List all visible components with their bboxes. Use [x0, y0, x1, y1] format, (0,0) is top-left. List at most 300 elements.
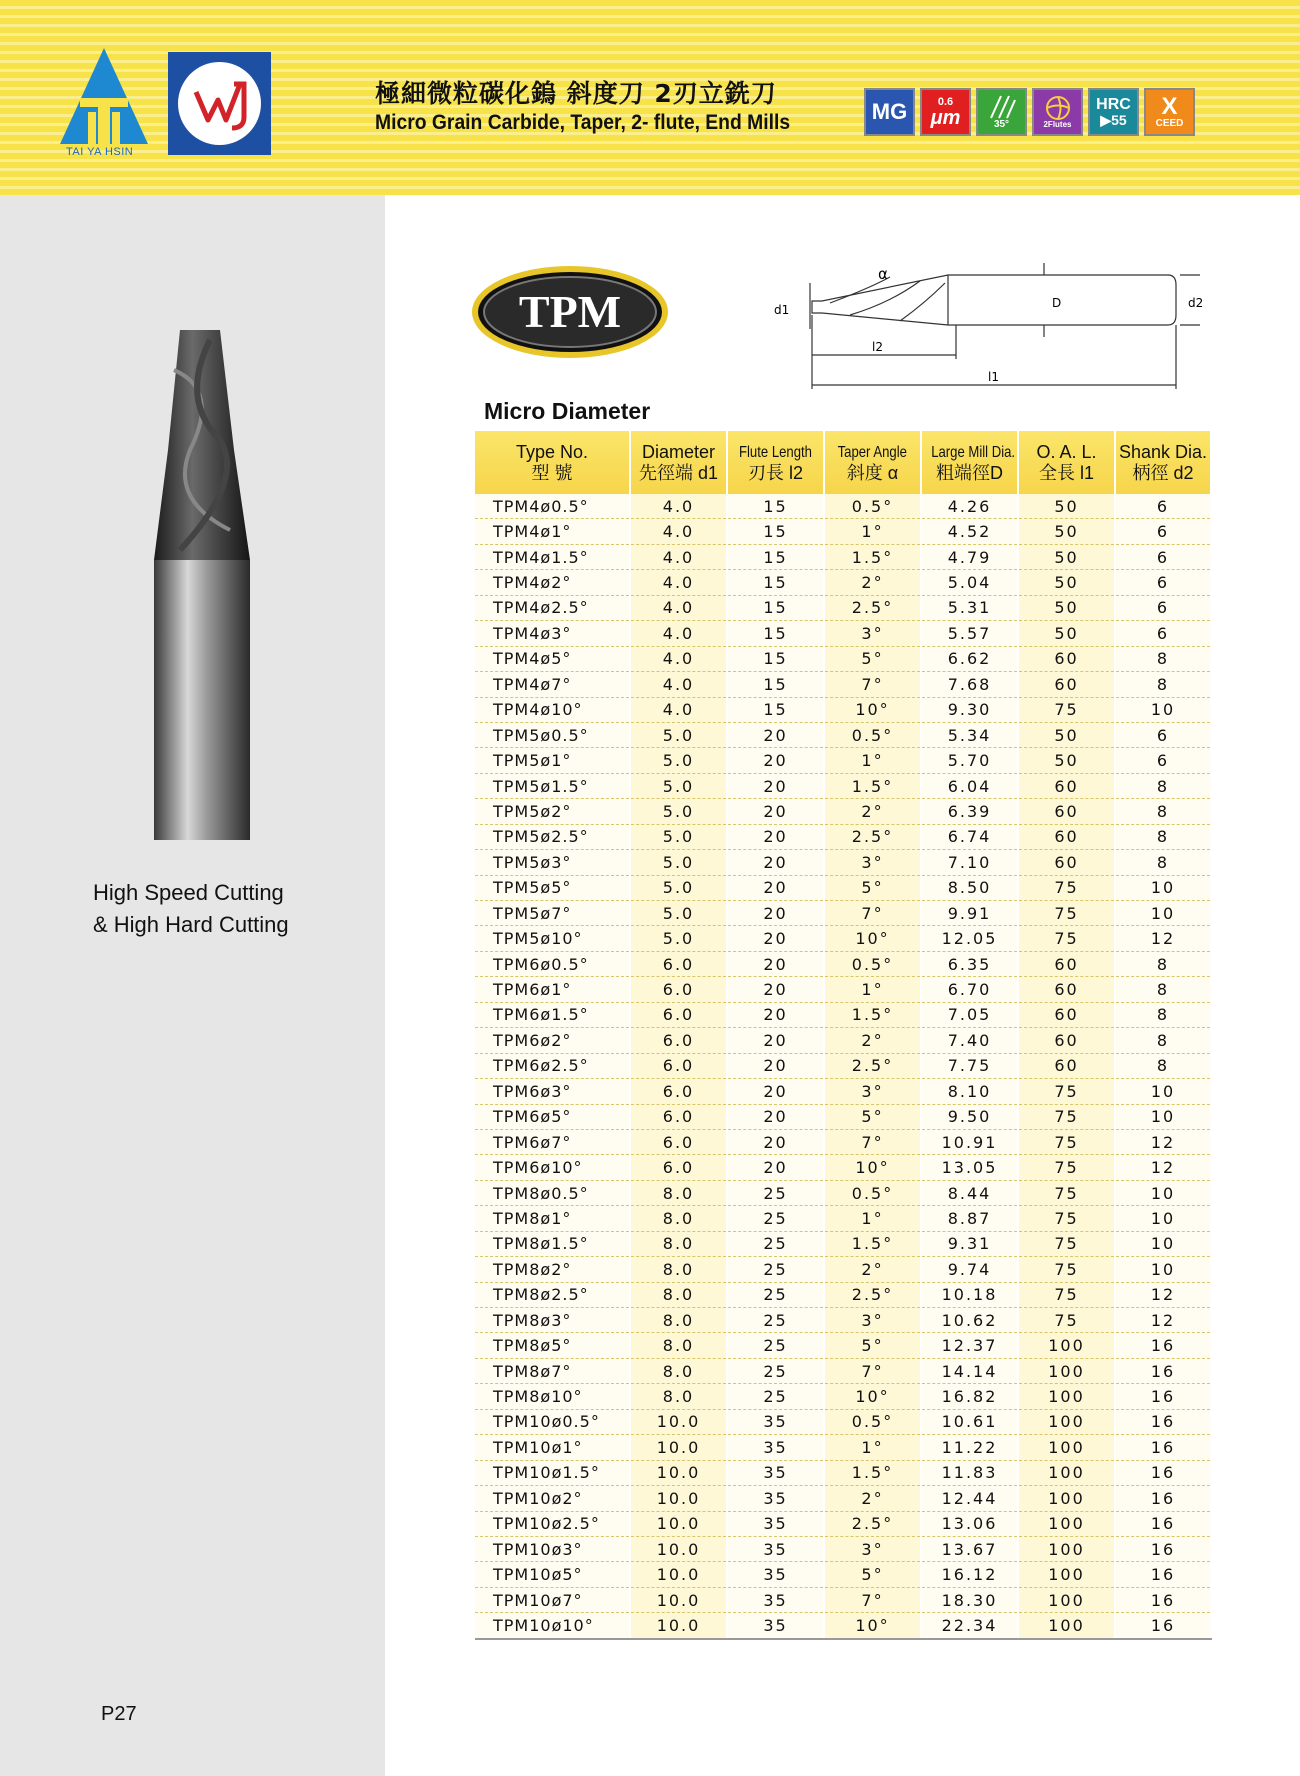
cell-taper-angle: 1.5° — [824, 1002, 921, 1027]
cell-oal: 60 — [1018, 1053, 1115, 1078]
cell-taper-angle: 2° — [824, 1028, 921, 1053]
cell-taper-angle: 1° — [824, 977, 921, 1002]
table-row — [475, 1536, 1211, 1561]
table-row — [475, 1231, 1211, 1256]
table-row — [475, 1333, 1211, 1358]
cell-flute-length: 20 — [727, 951, 824, 976]
cell-type-no: TPM10ø0.5° — [475, 1409, 630, 1434]
hrc-badge: HRC ▶55 — [1088, 88, 1139, 136]
tai-ya-hsin-logo — [58, 46, 150, 158]
table-row — [475, 1384, 1211, 1409]
cell-shank-dia: 10 — [1115, 875, 1211, 900]
cell-large-mill-dia: 9.74 — [921, 1257, 1018, 1282]
table-row — [475, 544, 1211, 569]
cell-taper-angle: 10° — [824, 926, 921, 951]
cell-large-mill-dia: 9.50 — [921, 1104, 1018, 1129]
cell-oal: 75 — [1018, 1155, 1115, 1180]
cell-oal: 100 — [1018, 1486, 1115, 1511]
cell-diameter: 4.0 — [630, 595, 727, 620]
table-row — [475, 1028, 1211, 1053]
cell-large-mill-dia: 13.67 — [921, 1536, 1018, 1561]
cell-type-no: TPM8ø2.5° — [475, 1282, 630, 1307]
cell-large-mill-dia: 9.91 — [921, 901, 1018, 926]
cell-shank-dia: 8 — [1115, 951, 1211, 976]
cell-diameter: 4.0 — [630, 672, 727, 697]
cell-type-no: TPM5ø0.5° — [475, 722, 630, 747]
cell-large-mill-dia: 16.82 — [921, 1384, 1018, 1409]
cell-shank-dia: 16 — [1115, 1511, 1211, 1536]
cell-shank-dia: 16 — [1115, 1587, 1211, 1612]
cell-shank-dia: 16 — [1115, 1435, 1211, 1460]
cell-large-mill-dia: 9.31 — [921, 1231, 1018, 1256]
cell-type-no: TPM6ø3° — [475, 1079, 630, 1104]
cell-taper-angle: 2° — [824, 799, 921, 824]
table-row — [475, 1613, 1211, 1639]
cell-diameter: 8.0 — [630, 1231, 727, 1256]
cell-oal: 100 — [1018, 1613, 1115, 1639]
cell-flute-length: 20 — [727, 1053, 824, 1078]
header-zh: 粗端徑D — [936, 463, 1003, 483]
cell-large-mill-dia: 5.04 — [921, 570, 1018, 595]
cell-taper-angle: 1° — [824, 519, 921, 544]
cell-type-no: TPM10ø7° — [475, 1587, 630, 1612]
cell-oal: 50 — [1018, 722, 1115, 747]
cell-shank-dia: 8 — [1115, 1053, 1211, 1078]
cell-shank-dia: 10 — [1115, 1180, 1211, 1205]
cell-flute-length: 25 — [727, 1206, 824, 1231]
cell-large-mill-dia: 8.50 — [921, 875, 1018, 900]
cell-large-mill-dia: 13.06 — [921, 1511, 1018, 1536]
cell-large-mill-dia: 10.61 — [921, 1409, 1018, 1434]
table-row — [475, 1409, 1211, 1434]
cell-flute-length: 20 — [727, 875, 824, 900]
cell-flute-length: 25 — [727, 1384, 824, 1409]
cell-large-mill-dia: 14.14 — [921, 1358, 1018, 1383]
cell-oal: 75 — [1018, 1104, 1115, 1129]
cell-taper-angle: 2.5° — [824, 595, 921, 620]
cell-oal: 75 — [1018, 1308, 1115, 1333]
cell-shank-dia: 6 — [1115, 519, 1211, 544]
cell-type-no: TPM5ø1° — [475, 748, 630, 773]
feature-badges — [864, 88, 1195, 136]
cell-diameter: 10.0 — [630, 1536, 727, 1561]
cell-taper-angle: 1.5° — [824, 1460, 921, 1485]
cell-type-no: TPM4ø10° — [475, 697, 630, 722]
cell-taper-angle: 0.5° — [824, 1409, 921, 1434]
cell-taper-angle: 2.5° — [824, 1282, 921, 1307]
cell-type-no: TPM6ø1° — [475, 977, 630, 1002]
cell-type-no: TPM4ø1° — [475, 519, 630, 544]
cell-shank-dia: 6 — [1115, 595, 1211, 620]
svg-text:d1: d1 — [774, 303, 790, 317]
cell-diameter: 8.0 — [630, 1333, 727, 1358]
cell-diameter: 10.0 — [630, 1587, 727, 1612]
cell-flute-length: 35 — [727, 1460, 824, 1485]
column-header-type-no — [475, 431, 630, 494]
cell-flute-length: 15 — [727, 570, 824, 595]
cell-type-no: TPM5ø3° — [475, 850, 630, 875]
cell-oal: 75 — [1018, 1282, 1115, 1307]
column-header-flute-length — [727, 431, 824, 494]
cell-oal: 100 — [1018, 1562, 1115, 1587]
title-chinese: 極細微粒碳化鎢 斜度刀 2刃立銑刀 — [375, 79, 777, 108]
table-row — [475, 824, 1211, 849]
cell-type-no: TPM4ø2.5° — [475, 595, 630, 620]
cell-large-mill-dia: 7.68 — [921, 672, 1018, 697]
cell-type-no: TPM4ø0.5° — [475, 494, 630, 519]
cell-large-mill-dia: 5.70 — [921, 748, 1018, 773]
cell-flute-length: 20 — [727, 722, 824, 747]
table-row — [475, 595, 1211, 620]
cell-shank-dia: 16 — [1115, 1562, 1211, 1587]
cell-shank-dia: 8 — [1115, 799, 1211, 824]
cell-large-mill-dia: 11.83 — [921, 1460, 1018, 1485]
cell-oal: 60 — [1018, 824, 1115, 849]
cell-large-mill-dia: 11.22 — [921, 1435, 1018, 1460]
cell-large-mill-dia: 5.31 — [921, 595, 1018, 620]
cell-shank-dia: 8 — [1115, 977, 1211, 1002]
cell-oal: 60 — [1018, 672, 1115, 697]
cell-flute-length: 15 — [727, 595, 824, 620]
header-en: Diameter — [641, 441, 716, 462]
cell-large-mill-dia: 10.91 — [921, 1129, 1018, 1154]
cell-large-mill-dia: 9.30 — [921, 697, 1018, 722]
cell-type-no: TPM4ø5° — [475, 646, 630, 671]
cell-large-mill-dia: 4.26 — [921, 494, 1018, 519]
cell-taper-angle: 1.5° — [824, 1231, 921, 1256]
svg-text:TPM: TPM — [518, 286, 622, 337]
cell-flute-length: 15 — [727, 621, 824, 646]
cell-type-no: TPM8ø10° — [475, 1384, 630, 1409]
cell-diameter: 6.0 — [630, 1053, 727, 1078]
cell-flute-length: 20 — [727, 1129, 824, 1154]
cell-flute-length: 20 — [727, 1155, 824, 1180]
cell-oal: 50 — [1018, 748, 1115, 773]
cell-large-mill-dia: 5.34 — [921, 722, 1018, 747]
cell-oal: 100 — [1018, 1358, 1115, 1383]
table-row — [475, 1587, 1211, 1612]
cell-diameter: 4.0 — [630, 621, 727, 646]
cell-taper-angle: 0.5° — [824, 1180, 921, 1205]
cell-oal: 100 — [1018, 1333, 1115, 1358]
cell-oal: 75 — [1018, 697, 1115, 722]
cell-flute-length: 35 — [727, 1409, 824, 1434]
cell-oal: 60 — [1018, 773, 1115, 798]
cell-flute-length: 20 — [727, 1104, 824, 1129]
cell-flute-length: 20 — [727, 901, 824, 926]
cell-large-mill-dia: 12.44 — [921, 1486, 1018, 1511]
header-en: Taper Angle — [837, 444, 908, 461]
cell-flute-length: 35 — [727, 1536, 824, 1561]
cell-oal: 60 — [1018, 850, 1115, 875]
cell-flute-length: 15 — [727, 494, 824, 519]
cell-diameter: 10.0 — [630, 1613, 727, 1639]
cell-flute-length: 15 — [727, 519, 824, 544]
cell-diameter: 10.0 — [630, 1486, 727, 1511]
cell-oal: 50 — [1018, 621, 1115, 646]
cell-oal: 75 — [1018, 901, 1115, 926]
cell-type-no: TPM4ø3° — [475, 621, 630, 646]
spec-table — [475, 431, 1212, 1640]
cell-taper-angle: 0.5° — [824, 722, 921, 747]
cell-taper-angle: 0.5° — [824, 951, 921, 976]
cell-diameter: 10.0 — [630, 1460, 727, 1485]
cell-large-mill-dia: 7.75 — [921, 1053, 1018, 1078]
table-row — [475, 1257, 1211, 1282]
dimension-diagram — [760, 263, 1208, 393]
cell-shank-dia: 10 — [1115, 1257, 1211, 1282]
cell-shank-dia: 10 — [1115, 697, 1211, 722]
cell-flute-length: 35 — [727, 1613, 824, 1639]
cell-taper-angle: 5° — [824, 1104, 921, 1129]
cell-shank-dia: 16 — [1115, 1333, 1211, 1358]
cell-flute-length: 15 — [727, 544, 824, 569]
cell-type-no: TPM6ø1.5° — [475, 1002, 630, 1027]
cell-oal: 60 — [1018, 1028, 1115, 1053]
cell-type-no: TPM4ø1.5° — [475, 544, 630, 569]
cell-taper-angle: 2° — [824, 570, 921, 595]
cell-oal: 60 — [1018, 1002, 1115, 1027]
tpm-logo — [470, 263, 670, 361]
cell-large-mill-dia: 8.44 — [921, 1180, 1018, 1205]
cell-large-mill-dia: 6.74 — [921, 824, 1018, 849]
cell-flute-length: 20 — [727, 824, 824, 849]
cell-large-mill-dia: 16.12 — [921, 1562, 1018, 1587]
micron-badge: 0.6 μm — [920, 88, 971, 136]
column-header-diameter — [630, 431, 727, 494]
table-row — [475, 646, 1211, 671]
cell-large-mill-dia: 4.79 — [921, 544, 1018, 569]
cell-diameter: 8.0 — [630, 1206, 727, 1231]
table-row — [475, 1308, 1211, 1333]
table-row — [475, 722, 1211, 747]
page-number: P27 — [101, 1703, 137, 1725]
caption-line-2: & High Hard Cutting — [93, 912, 289, 937]
cell-type-no: TPM5ø10° — [475, 926, 630, 951]
cell-shank-dia: 6 — [1115, 621, 1211, 646]
cell-flute-length: 20 — [727, 926, 824, 951]
cell-oal: 50 — [1018, 595, 1115, 620]
cell-shank-dia: 12 — [1115, 1282, 1211, 1307]
cell-shank-dia: 8 — [1115, 773, 1211, 798]
cell-oal: 75 — [1018, 1129, 1115, 1154]
cell-shank-dia: 10 — [1115, 1079, 1211, 1104]
cell-type-no: TPM4ø2° — [475, 570, 630, 595]
cell-flute-length: 20 — [727, 799, 824, 824]
cell-type-no: TPM6ø0.5° — [475, 951, 630, 976]
cell-flute-length: 20 — [727, 773, 824, 798]
cell-diameter: 5.0 — [630, 799, 727, 824]
cell-taper-angle: 1.5° — [824, 773, 921, 798]
cell-shank-dia: 16 — [1115, 1536, 1211, 1561]
svg-text:l1: l1 — [988, 370, 999, 384]
cell-taper-angle: 5° — [824, 875, 921, 900]
cell-diameter: 5.0 — [630, 748, 727, 773]
cell-diameter: 10.0 — [630, 1409, 727, 1434]
cell-large-mill-dia: 6.62 — [921, 646, 1018, 671]
cell-shank-dia: 8 — [1115, 1028, 1211, 1053]
cell-oal: 60 — [1018, 951, 1115, 976]
cell-large-mill-dia: 7.10 — [921, 850, 1018, 875]
cell-taper-angle: 1.5° — [824, 544, 921, 569]
cell-shank-dia: 10 — [1115, 1104, 1211, 1129]
cell-shank-dia: 8 — [1115, 1002, 1211, 1027]
table-row — [475, 1002, 1211, 1027]
cell-diameter: 6.0 — [630, 1129, 727, 1154]
cell-flute-length: 25 — [727, 1358, 824, 1383]
cell-large-mill-dia: 7.05 — [921, 1002, 1018, 1027]
cell-type-no: TPM10ø5° — [475, 1562, 630, 1587]
table-row — [475, 977, 1211, 1002]
table-row — [475, 926, 1211, 951]
table-row — [475, 1511, 1211, 1536]
cell-taper-angle: 5° — [824, 646, 921, 671]
header-zh: 型 號 — [531, 462, 573, 483]
cell-oal: 100 — [1018, 1435, 1115, 1460]
cell-oal: 75 — [1018, 1206, 1115, 1231]
cell-flute-length: 20 — [727, 1002, 824, 1027]
cell-diameter: 8.0 — [630, 1257, 727, 1282]
cell-flute-length: 25 — [727, 1308, 824, 1333]
flutes-badge: 2Flutes — [1032, 88, 1083, 136]
cell-taper-angle: 10° — [824, 1155, 921, 1180]
cell-oal: 50 — [1018, 544, 1115, 569]
cell-diameter: 4.0 — [630, 544, 727, 569]
cell-oal: 75 — [1018, 1231, 1115, 1256]
cell-type-no: TPM5ø2° — [475, 799, 630, 824]
cell-diameter: 4.0 — [630, 570, 727, 595]
cell-taper-angle: 10° — [824, 1384, 921, 1409]
table-row — [475, 875, 1211, 900]
table-row — [475, 799, 1211, 824]
table-row — [475, 773, 1211, 798]
cell-type-no: TPM6ø2° — [475, 1028, 630, 1053]
cell-oal: 100 — [1018, 1409, 1115, 1434]
table-row — [475, 570, 1211, 595]
cell-shank-dia: 10 — [1115, 1206, 1211, 1231]
table-row — [475, 1358, 1211, 1383]
cell-taper-angle: 10° — [824, 1613, 921, 1639]
header-en: Large Mill Dia. — [931, 444, 1016, 461]
cell-shank-dia: 10 — [1115, 901, 1211, 926]
cell-shank-dia: 6 — [1115, 748, 1211, 773]
cell-flute-length: 15 — [727, 646, 824, 671]
header-zh: 先徑端 d1 — [638, 462, 719, 483]
cell-diameter: 5.0 — [630, 875, 727, 900]
cell-flute-length: 35 — [727, 1562, 824, 1587]
cell-shank-dia: 16 — [1115, 1384, 1211, 1409]
cell-type-no: TPM5ø7° — [475, 901, 630, 926]
column-header-oal — [1018, 431, 1115, 494]
cell-flute-length: 15 — [727, 672, 824, 697]
table-row — [475, 901, 1211, 926]
cell-taper-angle: 2° — [824, 1486, 921, 1511]
cell-oal: 100 — [1018, 1384, 1115, 1409]
cell-diameter: 4.0 — [630, 494, 727, 519]
mg-badge: MG — [864, 88, 915, 136]
cell-large-mill-dia: 10.18 — [921, 1282, 1018, 1307]
cell-oal: 60 — [1018, 646, 1115, 671]
cell-taper-angle: 2.5° — [824, 824, 921, 849]
header-en: Shank Dia. — [1118, 441, 1208, 462]
cell-taper-angle: 3° — [824, 1308, 921, 1333]
table-row — [475, 1460, 1211, 1485]
table-row — [475, 1435, 1211, 1460]
cell-diameter: 8.0 — [630, 1282, 727, 1307]
cell-shank-dia: 8 — [1115, 850, 1211, 875]
cell-type-no: TPM5ø5° — [475, 875, 630, 900]
cell-oal: 75 — [1018, 875, 1115, 900]
cell-shank-dia: 8 — [1115, 646, 1211, 671]
cell-diameter: 5.0 — [630, 901, 727, 926]
cell-diameter: 6.0 — [630, 1079, 727, 1104]
brand-logo — [168, 52, 271, 155]
cell-type-no: TPM10ø1.5° — [475, 1460, 630, 1485]
cell-taper-angle: 7° — [824, 901, 921, 926]
cell-oal: 100 — [1018, 1460, 1115, 1485]
cell-diameter: 4.0 — [630, 646, 727, 671]
cell-shank-dia: 6 — [1115, 722, 1211, 747]
header-zh: 柄徑 d2 — [1132, 462, 1194, 483]
cell-shank-dia: 8 — [1115, 672, 1211, 697]
cell-taper-angle: 7° — [824, 1129, 921, 1154]
cell-type-no: TPM6ø2.5° — [475, 1053, 630, 1078]
cell-large-mill-dia: 6.35 — [921, 951, 1018, 976]
table-row — [475, 1282, 1211, 1307]
svg-text:α: α — [878, 265, 888, 283]
cell-oal: 50 — [1018, 519, 1115, 544]
table-row — [475, 1079, 1211, 1104]
table-row — [475, 951, 1211, 976]
table-row — [475, 621, 1211, 646]
table-row — [475, 1155, 1211, 1180]
cell-taper-angle: 3° — [824, 621, 921, 646]
cell-large-mill-dia: 8.87 — [921, 1206, 1018, 1231]
table-row — [475, 697, 1211, 722]
cell-diameter: 8.0 — [630, 1308, 727, 1333]
table-row — [475, 1206, 1211, 1231]
cell-oal: 75 — [1018, 1257, 1115, 1282]
cell-shank-dia: 10 — [1115, 1231, 1211, 1256]
ceed-badge: X CEED — [1144, 88, 1195, 136]
cell-flute-length: 20 — [727, 850, 824, 875]
cell-taper-angle: 2° — [824, 1257, 921, 1282]
cell-taper-angle: 3° — [824, 1536, 921, 1561]
cell-type-no: TPM8ø0.5° — [475, 1180, 630, 1205]
header-band — [0, 0, 1300, 195]
cell-large-mill-dia: 4.52 — [921, 519, 1018, 544]
cell-type-no: TPM10ø10° — [475, 1613, 630, 1639]
cell-shank-dia: 8 — [1115, 824, 1211, 849]
cell-shank-dia: 16 — [1115, 1613, 1211, 1639]
header-en: Flute Length — [739, 444, 812, 461]
cell-taper-angle: 2.5° — [824, 1053, 921, 1078]
cell-diameter: 8.0 — [630, 1180, 727, 1205]
cell-oal: 50 — [1018, 570, 1115, 595]
cell-diameter: 10.0 — [630, 1562, 727, 1587]
cell-flute-length: 25 — [727, 1180, 824, 1205]
cell-shank-dia: 12 — [1115, 1308, 1211, 1333]
cell-flute-length: 35 — [727, 1511, 824, 1536]
cell-oal: 60 — [1018, 799, 1115, 824]
cell-taper-angle: 10° — [824, 697, 921, 722]
cell-taper-angle: 1° — [824, 1206, 921, 1231]
svg-text:d2: d2 — [1188, 296, 1204, 310]
cell-type-no: TPM10ø1° — [475, 1435, 630, 1460]
cell-taper-angle: 3° — [824, 1079, 921, 1104]
cell-taper-angle: 5° — [824, 1333, 921, 1358]
cell-large-mill-dia: 13.05 — [921, 1155, 1018, 1180]
